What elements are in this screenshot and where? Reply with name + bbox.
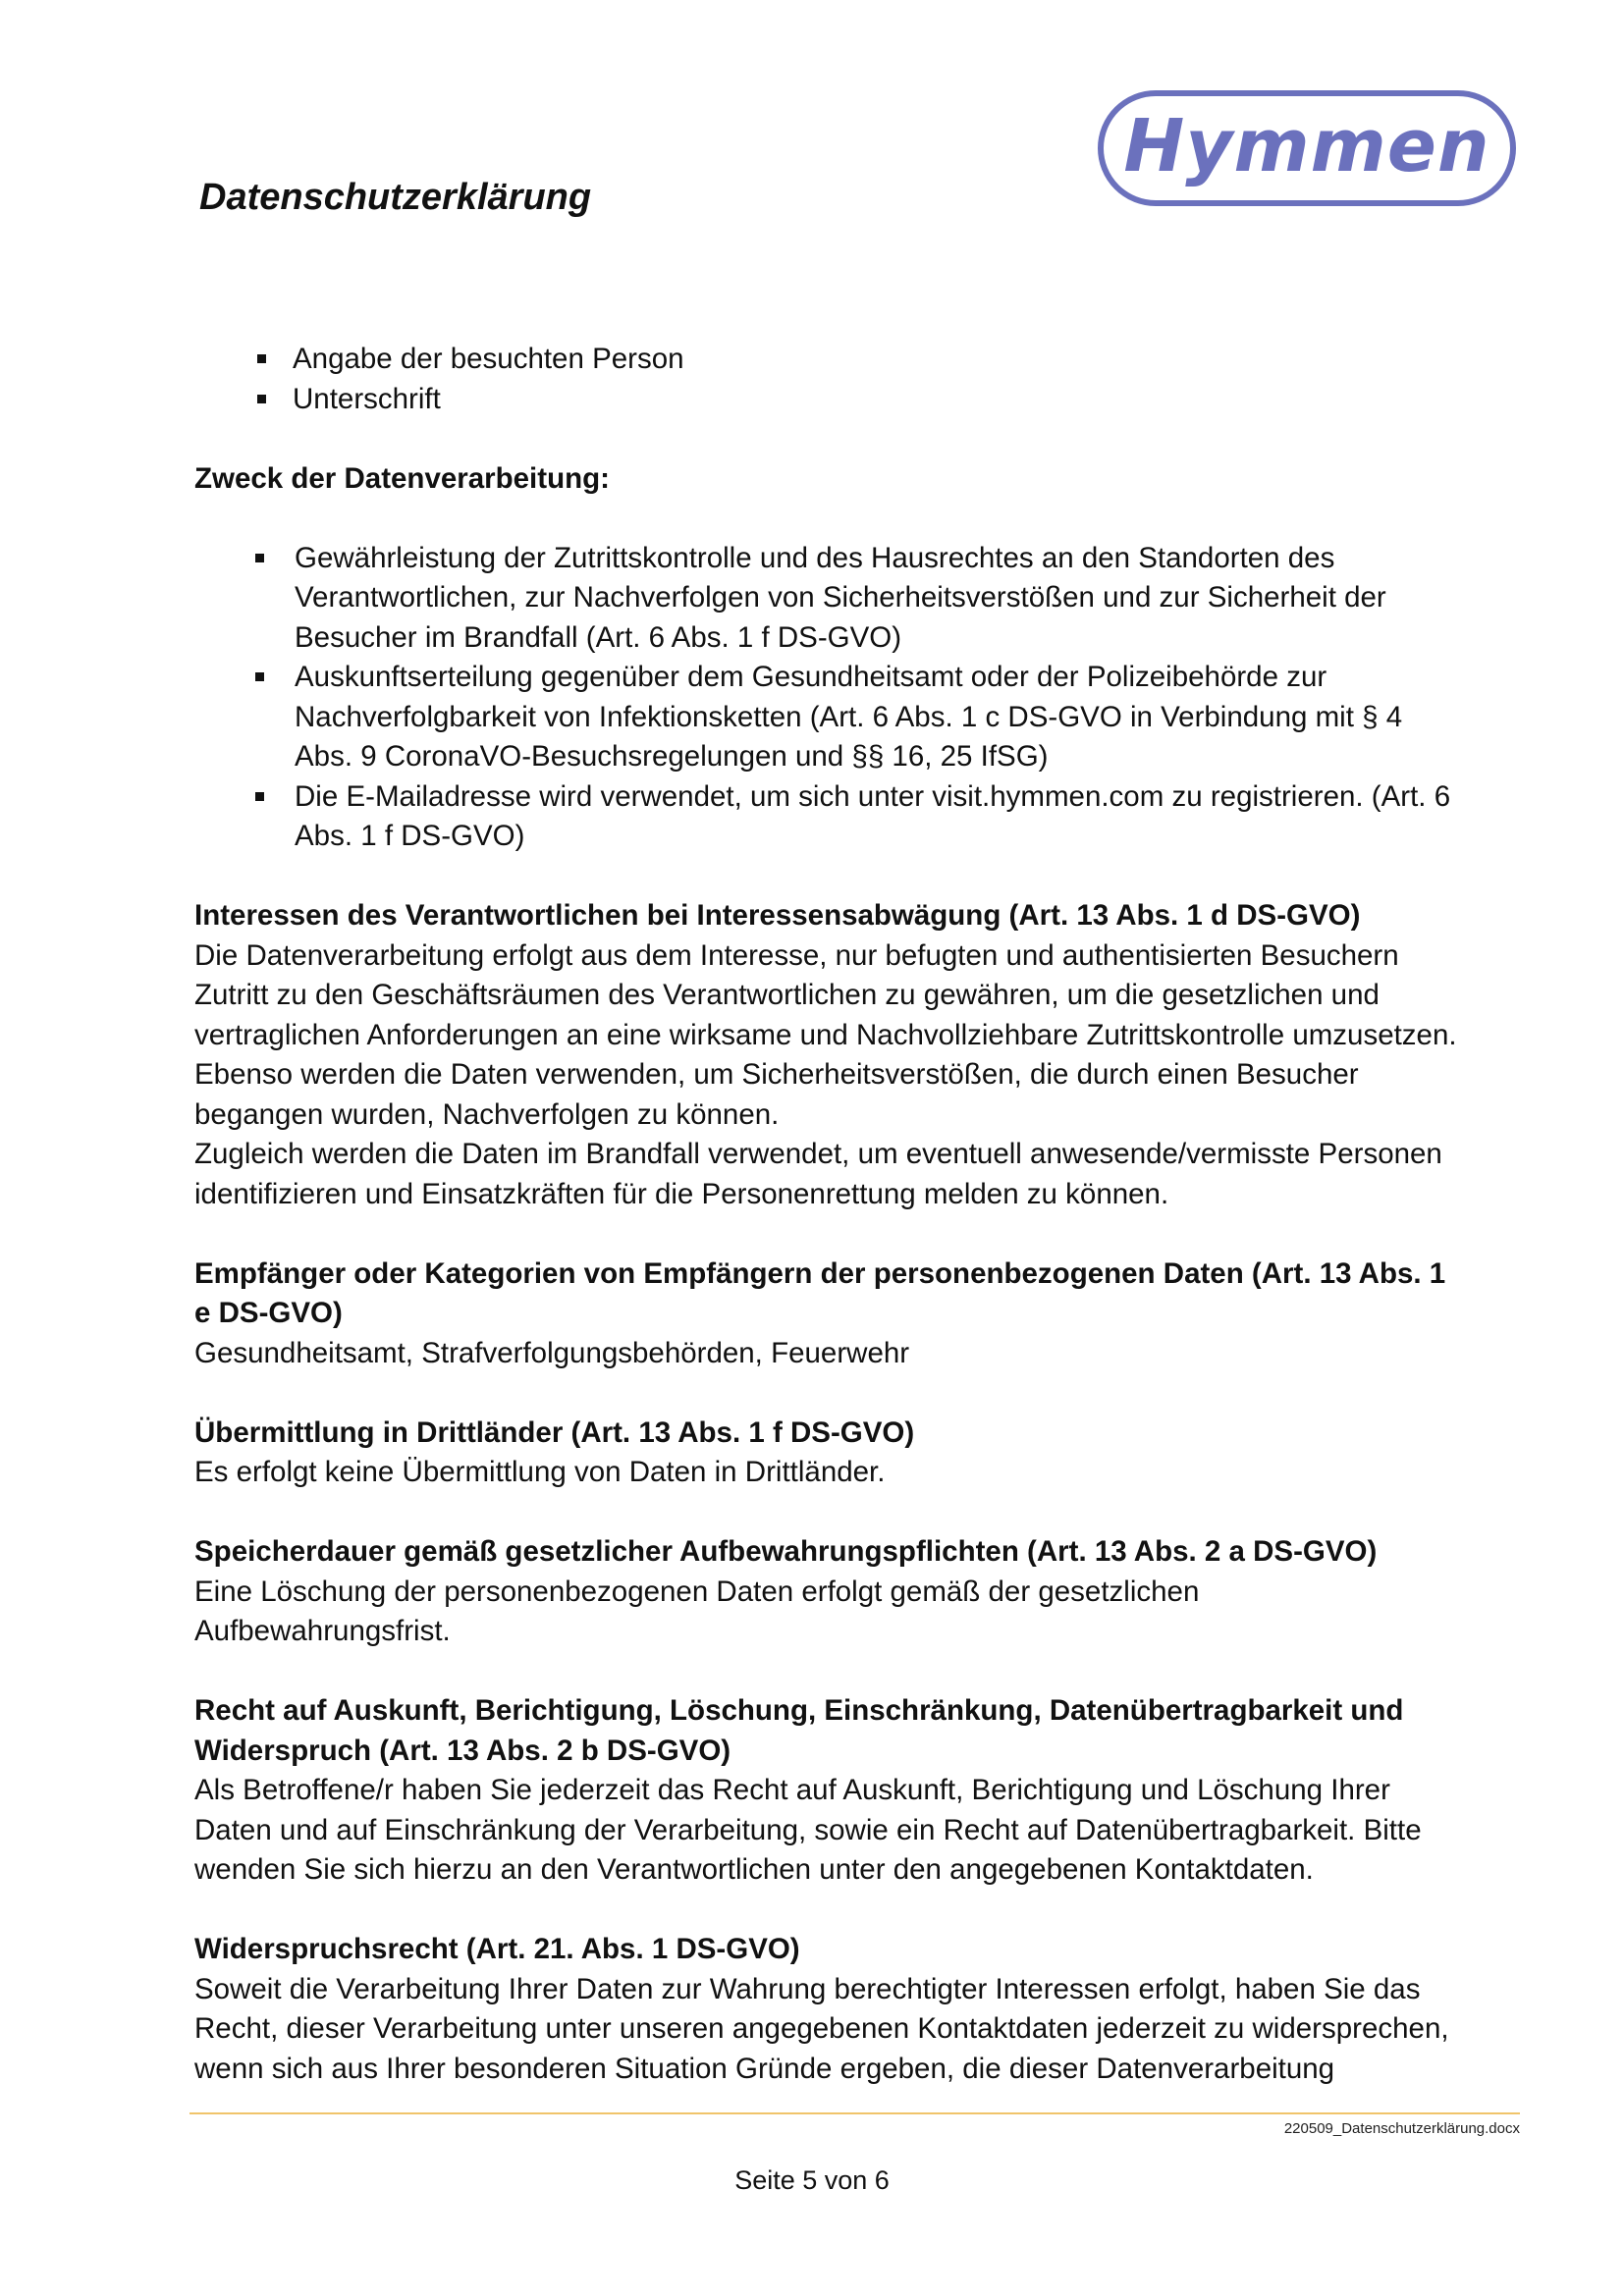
bullet-square-icon xyxy=(255,554,264,562)
paragraph-widerspruch: Soweit die Verarbeitung Ihrer Daten zur Wahrung berechtigter Interessen erfolgt, haben Sie das Recht, dieser Verarbeitung unter unseren angegebenen Kontaktdaten jederzeit zu widersprechen, wenn sich aus Ihrer besonderen Situation Gründe ergeben, die dieser Datenverarbeitung xyxy=(194,1972,1449,2085)
section-heading-rechte: Recht auf Auskunft, Berichtigung, Löschung, Einschränkung, Datenübertragbarkeit und Widerspruch (Art. 13 Abs. 2 b DS-GVO) xyxy=(194,1694,1404,1767)
paragraph-drittlaender: Es erfolgt keine Übermittlung von Daten in Drittländer. xyxy=(194,1456,886,1488)
list-item: Unterschrift xyxy=(194,380,1520,420)
bullet-square-icon xyxy=(257,354,266,363)
logo-text: Hymmen xyxy=(1123,104,1490,188)
section-heading-speicherdauer: Speicherdauer gemäß gesetzlicher Aufbewahrungspflichten (Art. 13 Abs. 2 a DS-GVO) xyxy=(194,1535,1378,1568)
footer-divider xyxy=(189,2112,1520,2114)
section-heading-empfaenger: Empfänger oder Kategorien von Empfängern der personenbezogenen Daten (Art. 13 Abs. 1 e DS-GVO) xyxy=(194,1256,1446,1329)
document-body xyxy=(194,340,1520,2089)
list-item: Angabe der besuchten Person xyxy=(194,340,1520,380)
footer-filename: 220509_Datenschutzerklärung.docx xyxy=(1283,2120,1520,2137)
page-number: Seite 5 von 6 xyxy=(734,2165,890,2195)
paragraph-speicherdauer: Eine Löschung der personenbezogenen Daten erfolgt gemäß der gesetzlichen Aufbewahrungsfrist. xyxy=(194,1575,1200,1647)
section-heading-widerspruch: Widerspruchsrecht (Art. 21. Abs. 1 DS-GVO) xyxy=(194,1933,800,1965)
bullet-square-icon xyxy=(257,395,266,403)
zweck-list xyxy=(194,539,1520,857)
bullet-square-icon xyxy=(255,672,264,681)
list-item: Auskunftserteilung gegenüber dem Gesundheitsamt oder der Polizeibehörde zur Nachverfolgbarkeit von Infektionsketten (Art. 6 Abs. 1 c DS-GVO in Verbindung mit § 4 Abs. 9 CoronaVO-Besuchsregelungen und §§ 16, 25 IfSG) xyxy=(194,658,1520,777)
section-heading-zweck: Zweck der Datenverarbeitung: xyxy=(194,461,610,495)
bullet-square-icon xyxy=(255,792,264,801)
document-title: Datenschutzerklärung xyxy=(199,177,592,218)
section-heading-interessen: Interessen des Verantwortlichen bei Interessensabwägung (Art. 13 Abs. 1 d DS-GVO) xyxy=(194,899,1361,932)
company-logo xyxy=(1098,90,1516,206)
section-heading-drittlaender: Übermittlung in Drittländer (Art. 13 Abs. 1 f DS-GVO) xyxy=(194,1415,915,1449)
paragraph-interessen: Die Datenverarbeitung erfolgt aus dem Interesse, nur befugten und authentisierten Besuchern Zutritt zu den Geschäftsräumen des Verantwortlichen zu gewähren, um die gesetzlichen und vertraglichen Anforderungen an eine wirksame und Nachvollziehbare Zutrittskontrolle umzusetzen. Ebenso werden die Daten verwenden, um Sicherheitsverstößen, die durch einen Besucher begangen wurden, Nachverfolgen zu können. Zugleich werden die Daten im Brandfall verwendet, um eventuell anwesende/vermisste Personen identifizieren und Einsatzkräften für die Personenrettung melden zu können. xyxy=(194,938,1457,1210)
paragraph-rechte: Als Betroffene/r haben Sie jederzeit das Recht auf Auskunft, Berichtigung und Löschung Ihrer Daten und auf Einschränkung der Verarbeitung, sowie ein Recht auf Datenübertragbarkeit. Bitte wenden Sie sich hierzu an den Verantwortlichen unter den angegebenen Kontaktdaten. xyxy=(194,1774,1422,1886)
list-item: Die E-Mailadresse wird verwendet, um sich unter visit.hymmen.com zu registrieren. (Art. 6 Abs. 1 f DS-GVO) xyxy=(194,777,1520,857)
paragraph-empfaenger: Gesundheitsamt, Strafverfolgungsbehörden, Feuerwehr xyxy=(194,1336,910,1369)
list-item: Gewährleistung der Zutrittskontrolle und des Hausrechtes an den Standorten des Verantwortlichen, zur Nachverfolgen von Sicherheitsverstößen und zur Sicherheit der Besucher im Brandfall (Art. 6 Abs. 1 f DS-GVO) xyxy=(194,539,1520,659)
visitor-data-list xyxy=(194,340,1520,419)
